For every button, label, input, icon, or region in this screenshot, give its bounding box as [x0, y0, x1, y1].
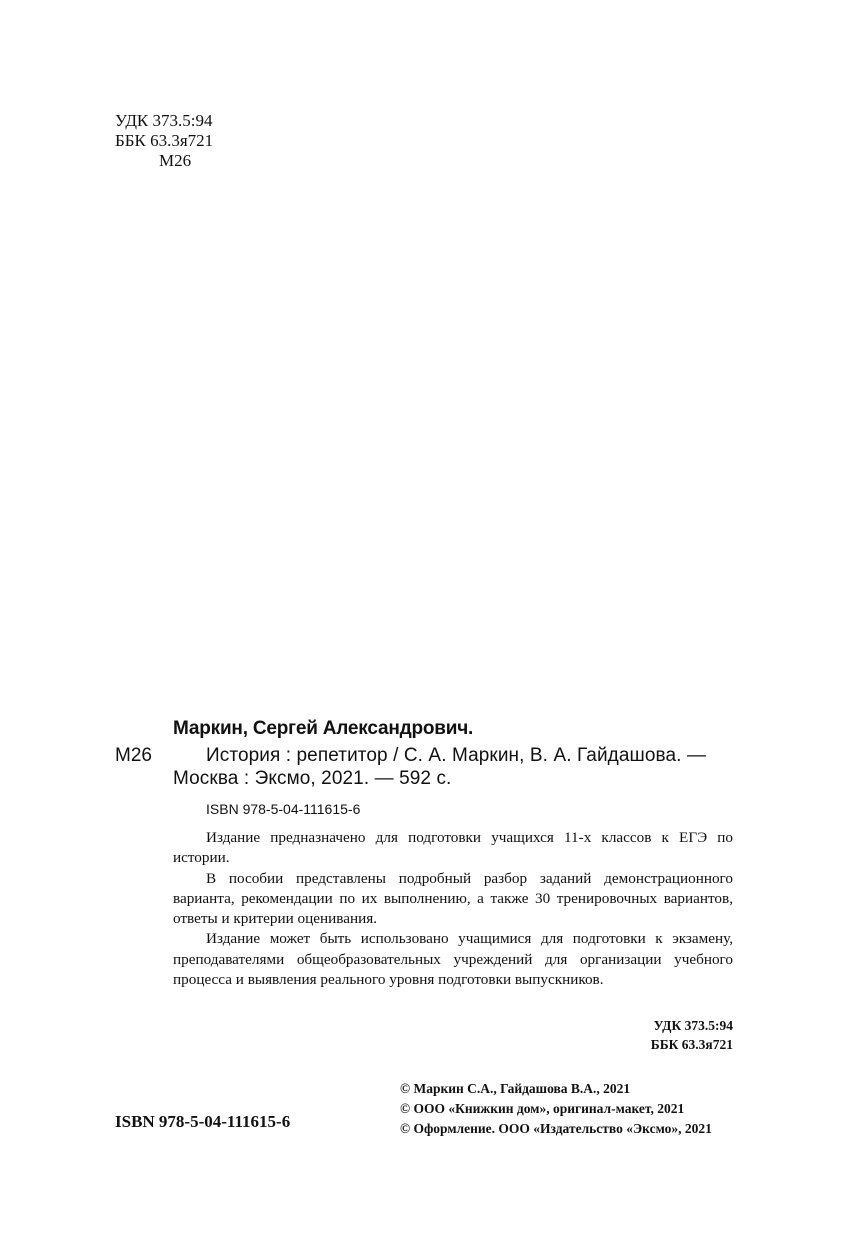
copyright-line: © ООО «Книжкин дом», оригинал-макет, 2021 [400, 1101, 685, 1116]
isbn-record: ISBN 978-5-04-111615-6 [206, 801, 361, 817]
udk-code-bottom: УДК 373.5:94 [653, 1018, 733, 1033]
bbk-code-bottom: ББК 63.3я721 [650, 1037, 733, 1052]
imprint-line: Москва : Эксмо, 2021. — 592 с. [173, 768, 452, 789]
title-line: История : репетитор / С. А. Маркин, В. А. Гайдашова. — [206, 745, 707, 766]
annotation-paragraph: Издание может быть использовано учащимися для подготовки к экзамену, преподавателями общеобразовательных учреждений для организации учебного процесса и выявления реального уровня подготовки выпускников. [173, 930, 733, 989]
copyright-line: © Оформление. ООО «Издательство «Эксмо», 2021 [400, 1121, 712, 1136]
author-mark-top: М26 [159, 151, 192, 170]
annotation-paragraph: В пособии представлены подробный разбор заданий демонстрационного варианта, рекомендации по их выполнению, а также 30 тренировочных вариантов, ответы и критерии оценивания. [173, 869, 733, 928]
copyright-block [400, 1079, 712, 1139]
isbn-footer: ISBN 978-5-04-111615-6 [115, 1112, 291, 1131]
author-heading: Маркин, Сергей Александрович. [173, 718, 474, 739]
bbk-code-top: ББК 63.3я721 [115, 131, 214, 150]
codes-right [560, 1016, 733, 1054]
author-mark: М26 [115, 745, 152, 766]
copyright-line: © Маркин С.А., Гайдашова В.А., 2021 [400, 1081, 631, 1096]
udk-code-top: УДК 373.5:94 [115, 111, 213, 130]
annotation-paragraph: Издание предназначено для подготовки учащихся 11-х классов к ЕГЭ по истории. [173, 829, 733, 867]
annotation [173, 828, 733, 990]
